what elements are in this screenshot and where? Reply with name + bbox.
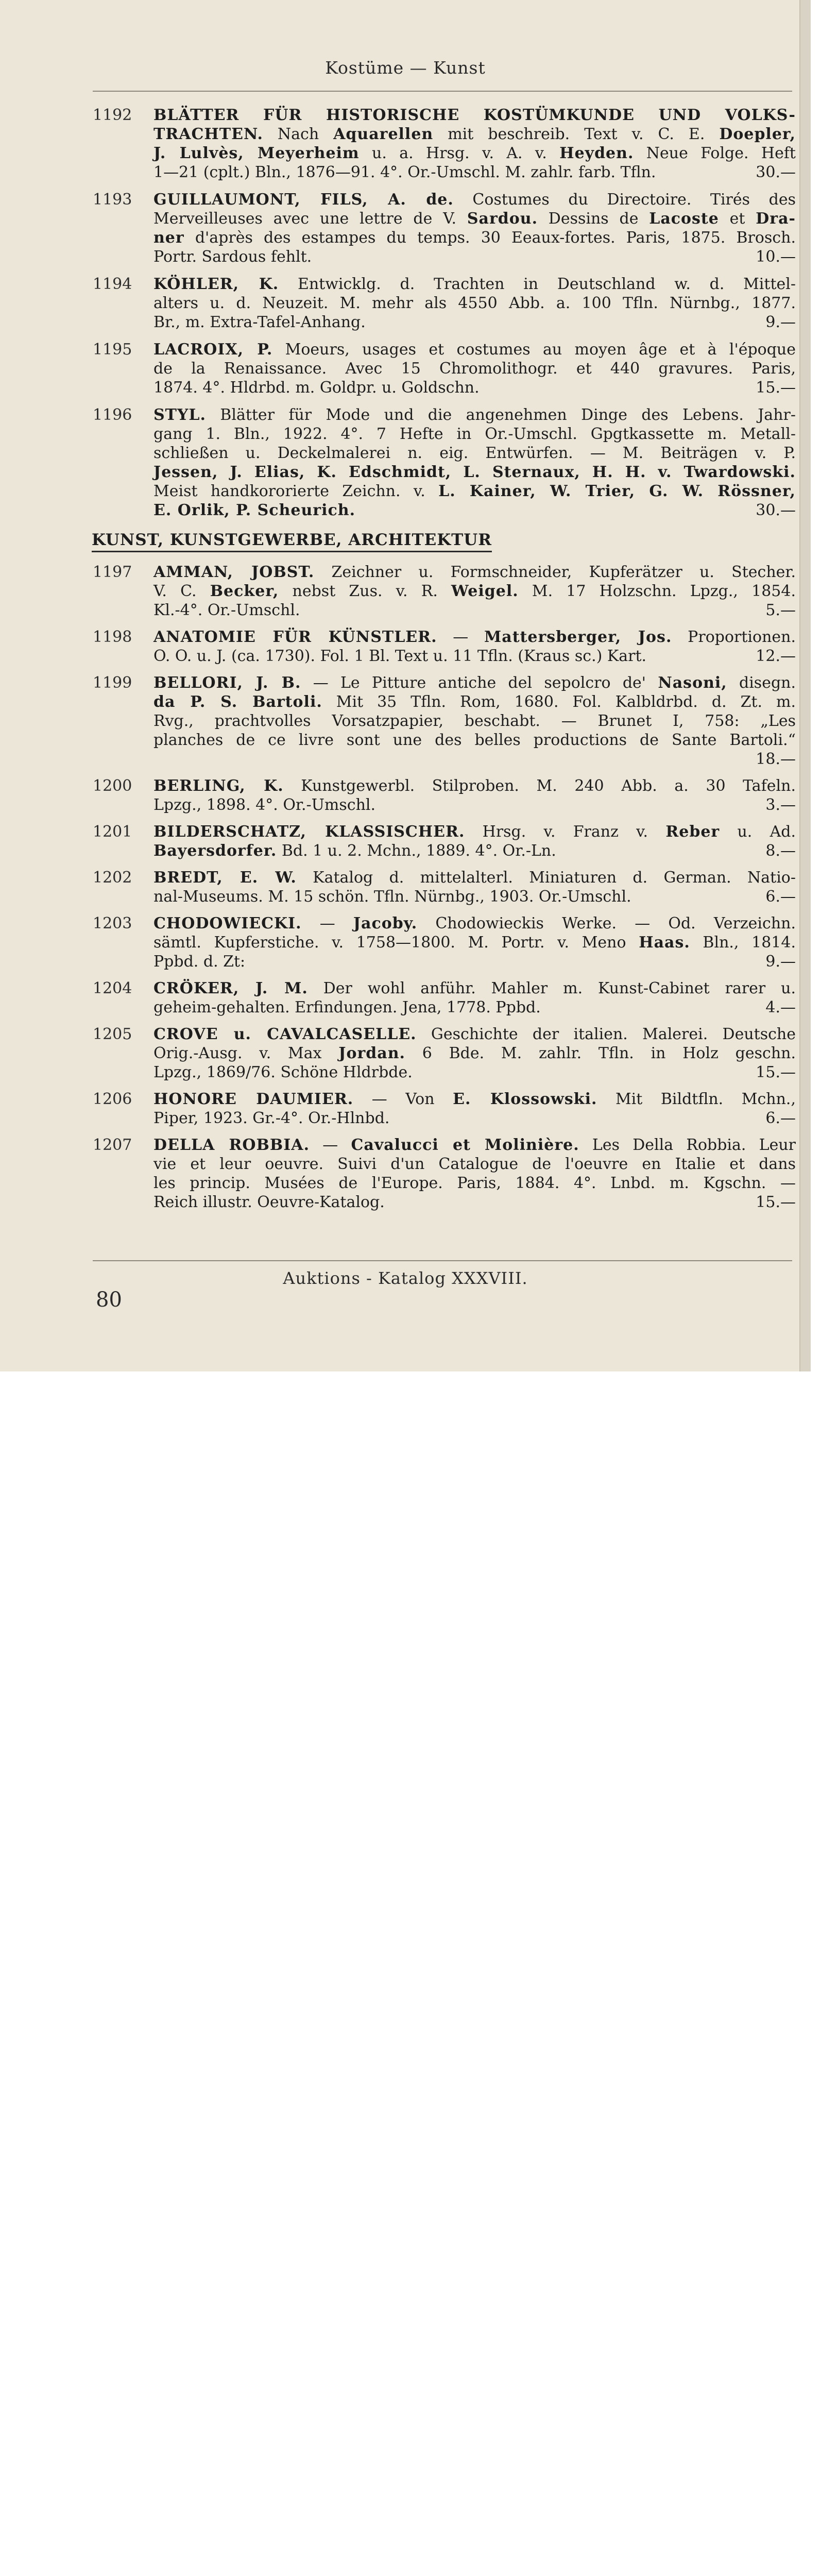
entry-text: Moeurs, usages et costumes au moyen âge et à l'époque [272,341,796,359]
lot-number: 1202 [93,869,132,887]
entry-line [153,1136,796,1155]
lot-number: 1195 [93,341,132,359]
entry-bold-text: GUILLAUMONT, FILS, A. de. [153,191,454,209]
entry-text: 6 Bde. M. zahlr. Tfln. in Holz geschn. [405,1044,796,1062]
lot-number: 1200 [93,777,132,795]
lot-price: 30.— [756,163,796,181]
catalog-entry [93,1090,796,1128]
entry-text: Kunstgewerbl. Stilproben. M. 240 Abb. a. 30 Tafeln. [283,777,796,795]
lot-number: 1197 [93,563,132,581]
entry-line [153,275,796,294]
entry-text: — [310,1136,351,1154]
lot-price: 8.— [765,842,796,860]
entry-bold-text: Heyden. [559,144,634,162]
entry-line [153,1044,796,1063]
entry-text: Les Della Robbia. Leur [579,1136,796,1154]
catalog-entry [93,673,796,769]
entry-line [153,979,796,998]
entry-line [153,868,796,887]
lot-price: 12.— [756,647,796,665]
entry-bold-text: Jessen, J. Elias, K. Edschmidt, L. Sternaux, H. H. v. Twardowski. [153,463,796,481]
entry-text: Lpzg., 1898. 4°. Or.-Umschl. [153,796,376,814]
entry-bold-text: CHODOWIECKI. [153,914,302,933]
entry-text: Mit 35 Tfln. Rom, 1680. Fol. Kalbldrbd. d. Zt. m. [322,693,796,711]
entry-line [153,501,796,520]
entry-line [153,294,796,313]
entry-line [153,482,796,501]
entry-line [153,190,796,209]
entry-bold-text: DELLA ROBBIA. [153,1136,310,1154]
entry-line [153,125,796,144]
entry-text: Meist handkororierte Zeichn. v. [153,482,439,500]
lot-price: 5.— [765,601,796,619]
catalog-entry [93,106,796,182]
entry-text: Mit Bildtfln. Mchn., [597,1090,796,1108]
lot-price: 9.— [765,953,796,971]
entry-text: sämtl. Kupferstiche. v. 1758—1800. M. Portr. v. Meno [153,934,639,952]
entry-text: Portr. Sardous fehlt. [153,248,312,266]
entry-text: Katalog d. mittelalterl. Miniaturen d. German. Natio- [296,869,796,887]
catalog-entry [93,822,796,860]
entry-text: Lpzg., 1869/76. Schöne Hldrbde. [153,1063,413,1081]
section-title: KUNST, KUNSTGEWERBE, ARCHITEKTUR [92,531,492,552]
entry-text: schließen u. Deckelmalerei n. eig. Entwürfen. — M. Beiträgen v. P. [153,444,796,462]
entry-bold-text: Jordan. [338,1044,405,1062]
entry-text: Kl.-4°. Or.-Umschl. [153,601,300,619]
footer-rule [93,1260,792,1261]
entry-line [153,163,796,182]
entry-line [153,106,796,125]
entry-text: — Von [353,1090,453,1108]
entries-costume [93,106,796,520]
entry-text: Nach [263,125,334,143]
entry-text: Orig.-Ausg. v. Max [153,1044,339,1062]
entry-text: Reich illustr. Oeuvre-Katalog. [153,1193,385,1211]
entry-bold-text: Aquarellen [333,125,434,143]
entry-line [153,731,796,750]
entry-text: Merveilleuses avec une lettre de V. [153,210,467,228]
entry-bold-text: Doepler, [719,125,796,143]
entries-art [93,563,796,1212]
entry-text: planches de ce livre sont une des belles productions de Sante Bartoli.“ [153,731,796,749]
entry-line [153,1063,796,1082]
entry-bold-text: Jacoby. [353,914,418,933]
entry-line [153,1174,796,1193]
entry-line [153,750,796,769]
entry-text: — [301,914,353,933]
lot-price: 15.— [756,379,796,397]
entry-line [153,378,796,397]
entry-bold-text: E. Orlik, P. Scheurich. [153,501,356,519]
entry-line [153,822,796,841]
lot-number: 1198 [93,628,132,646]
entry-bold-text: Bayersdorfer. [153,842,277,860]
lot-price: 15.— [756,1193,796,1211]
lot-number: 1193 [93,191,132,209]
entry-line [153,628,796,647]
catalog-entry [93,868,796,906]
entry-text: nal-Museums. M. 15 schön. Tfln. Nürnbg., 1903. Or.-Umschl. [153,888,631,906]
lot-number: 1199 [93,674,132,692]
entry-line [153,647,796,666]
entry-line [153,952,796,971]
entry-bold-text: Weigel. [451,582,519,600]
entry-text: de la Renaissance. Avec 15 Chromolithogr. et 440 gravures. Paris, [153,360,796,378]
entry-line [153,1109,796,1128]
entry-line [153,711,796,731]
entry-line [153,247,796,266]
entry-text: Rvg., prachtvolles Vorsatzpapier, beschabt. — Brunet I, 758: „Les [153,712,796,730]
entry-text: d'après des estampes du temps. 30 Eeaux-fortes. Paris, 1875. Brosch. [184,229,796,247]
entry-line [153,692,796,711]
entry-text: Piper, 1923. Gr.-4°. Or.-Hlnbd. [153,1109,390,1127]
lot-price: 10.— [756,248,796,266]
lot-price: 4.— [765,998,796,1016]
entry-line [153,933,796,952]
lot-number: 1194 [93,275,132,293]
entry-text: Zeichner u. Formschneider, Kupferätzer u. Stecher. [314,563,796,581]
entry-line [153,463,796,482]
entry-bold-text: Dra- [756,210,796,228]
lot-number: 1206 [93,1090,132,1108]
entry-line [153,209,796,228]
entry-text: les princip. Musées de l'Europe. Paris, 1884. 4°. Lnbd. m. Kgschn. — [153,1174,796,1192]
entry-text: alters u. d. Neuzeit. M. mehr als 4550 Abb. a. 100 Tfln. Nürnbg., 1877. [153,294,796,312]
entry-line [153,1155,796,1174]
entry-line [153,359,796,378]
digitization-footer [0,1371,821,1434]
entry-text: et [719,210,756,228]
catalog-entry [93,405,796,520]
section-heading [92,531,796,552]
catalog-entry [93,979,796,1017]
entry-line [153,1090,796,1109]
entry-bold-text: Lacoste [649,210,719,228]
entry-bold-text: L. Kainer, W. Trier, G. W. Rössner, [438,482,796,500]
lot-number: 1196 [93,406,132,424]
entry-text: Der wohl anführ. Mahler m. Kunst-Cabinet rarer u. [307,979,796,997]
catalog-entry [93,340,796,397]
entry-bold-text: TRACHTEN. [153,125,263,143]
footer-title: Auktions - Katalog XXXVIII. [283,1268,528,1288]
entry-line [153,425,796,444]
entry-line [153,582,796,601]
entry-text: Blätter für Mode und die angenehmen Dinge des Lebens. Jahr- [206,406,796,424]
entry-bold-text: Reber [665,823,720,841]
entry-line [153,444,796,463]
lot-number: 1207 [93,1136,132,1154]
entry-text: 1—21 (cplt.) Bln., 1876—91. 4°. Or.-Umschl. M. zahlr. farb. Tfln. [153,163,656,181]
entry-text: nebst Zus. v. R. [279,582,452,600]
lot-number: 1203 [93,914,132,933]
lot-price: 18.— [756,750,796,768]
entry-text: disegn. [727,674,796,692]
entry-bold-text: Becker, [210,582,279,600]
entry-bold-text: BILDERSCHATZ, KLASSISCHER. [153,823,465,841]
lot-number: 1192 [93,106,132,124]
catalog-entry [93,1136,796,1212]
catalog-entry [93,190,796,266]
entry-text: gang 1. Bln., 1922. 4°. 7 Hefte in Or.-Umschl. Gpgtkassette m. Metall- [153,425,796,443]
page-number: 80 [96,1288,122,1312]
entry-text: Dessins de [538,210,649,228]
entry-line [153,601,796,620]
entry-line [153,998,796,1017]
entry-bold-text: ANATOMIE FÜR KÜNSTLER. [153,628,437,646]
entry-bold-text: Mattersberger, Jos. [484,628,672,646]
entry-bold-text: LACROIX, P. [153,341,273,359]
entry-bold-text: Nasoni, [658,674,727,692]
catalog-entry [93,628,796,666]
entry-bold-text: BREDT, E. W. [153,869,297,887]
entry-text: Bln., 1814. [690,934,796,952]
entry-text: geheim-gehalten. Erfindungen. Jena, 1778. Ppbd. [153,998,541,1016]
entry-text: Geschichte der italien. Malerei. Deutsche [416,1025,796,1043]
entry-bold-text: CRÖKER, J. M. [153,979,308,997]
lot-price: 6.— [765,1109,796,1127]
page-edge [799,0,811,1371]
lot-price: 9.— [765,313,796,331]
entry-text: Proportionen. [672,628,796,646]
entry-text: O. O. u. J. (ca. 1730). Fol. 1 Bl. Text u. 11 Tfln. (Kraus sc.) Kart. [153,647,647,665]
lot-number: 1201 [93,823,132,841]
lot-price: 6.— [765,888,796,906]
entry-bold-text: ner [153,229,184,247]
entry-line [153,673,796,692]
entry-bold-text: J. Lulvès, Meyerheim [153,144,360,162]
entry-bold-text: Cavalucci et Molinière. [351,1136,579,1154]
entry-bold-text: BELLORI, J. B. [153,674,301,692]
entry-bold-text: HONORE DAUMIER. [153,1090,354,1108]
entry-bold-text: BERLING, K. [153,777,284,795]
entry-text: vie et leur oeuvre. Suivi d'un Catalogue de l'oeuvre en Italie et dans [153,1155,796,1173]
entry-line [153,563,796,582]
running-head: Kostüme — Kunst [325,58,486,78]
entry-bold-text: KÖHLER, K. [153,275,279,293]
entry-line [153,795,796,815]
entry-text: — [437,628,485,646]
entry-list [93,106,796,1212]
entry-line [153,776,796,795]
entry-text: Hrsg. v. Franz v. [465,823,666,841]
lot-number: 1204 [93,979,132,997]
entry-line [153,313,796,332]
catalog-entry [93,776,796,815]
entry-text: Neue Folge. Heft [634,144,796,162]
entry-line [153,405,796,425]
catalog-entry [93,275,796,332]
catalog-entry [93,914,796,971]
entry-line [153,1025,796,1044]
entry-line [153,340,796,359]
lot-price: 3.— [765,796,796,814]
entry-bold-text: Sardou. [467,210,538,228]
entry-line [153,914,796,933]
entry-line [153,228,796,247]
entry-line [153,1193,796,1212]
entry-line [153,887,796,906]
entry-text: — Le Pitture antiche del sepolcro de' [301,674,658,692]
lot-price: 15.— [756,1063,796,1081]
entry-bold-text: STYL. [153,406,206,424]
entry-text: M. 17 Holzschn. Lpzg., 1854. [518,582,796,600]
entry-text: V. C. [153,582,210,600]
entry-bold-text: E. Klossowski. [453,1090,597,1108]
lot-number: 1205 [93,1025,132,1043]
entry-bold-text: da P. S. Bartoli. [153,693,322,711]
entry-text: 1874. 4°. Hldrbd. m. Goldpr. u. Goldschn. [153,379,480,397]
entry-line [153,841,796,860]
entry-bold-text: CROVE u. CAVALCASELLE. [153,1025,417,1043]
entry-bold-text: AMMAN, JOBST. [153,563,315,581]
catalog-entry [93,563,796,620]
entry-text: Costumes du Directoire. Tirés des [453,191,796,209]
catalog-entry [93,1025,796,1082]
lot-price: 30.— [756,501,796,519]
header-rule [93,91,792,92]
entry-text: u. Ad. [720,823,796,841]
entry-text: Chodowieckis Werke. — Od. Verzeichn. [417,914,796,933]
entry-text: Br., m. Extra-Tafel-Anhang. [153,313,366,331]
entry-bold-text: Haas. [639,934,690,952]
entry-text: u. a. Hrsg. v. A. v. [359,144,560,162]
entry-text: Entwicklg. d. Trachten in Deutschland w. d. Mittel- [279,275,796,293]
entry-line [153,144,796,163]
entry-text: mit beschreib. Text v. C. E. [433,125,720,143]
entry-text: Ppbd. d. Zt: [153,953,246,971]
entry-text: Bd. 1 u. 2. Mchn., 1889. 4°. Or.-Ln. [277,842,556,860]
entry-bold-text: BLÄTTER FÜR HISTORISCHE KOSTÜMKUNDE UND VOLKS- [153,106,796,124]
